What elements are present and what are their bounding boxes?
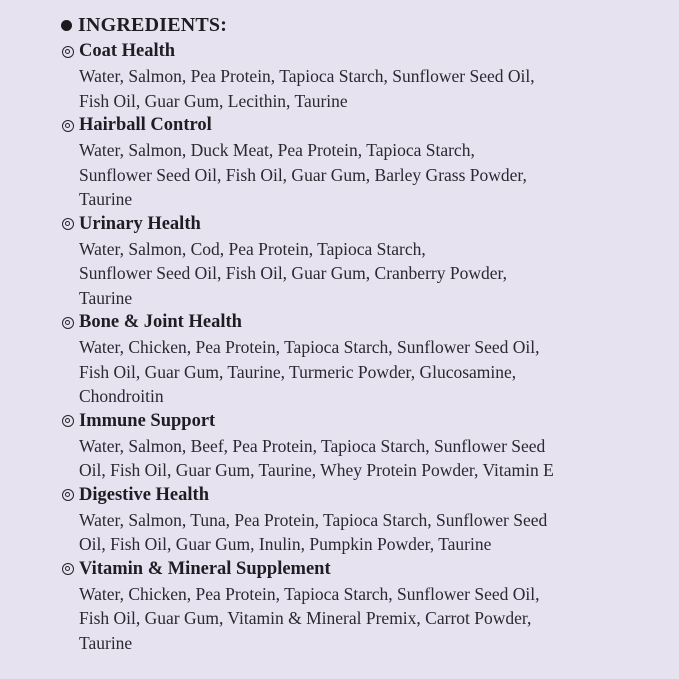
ingredient-list [79,237,639,311]
section-title [62,39,679,64]
section-title-text: Immune Support [79,410,216,431]
ingredient-list [79,138,639,212]
ingredients-heading [61,11,679,39]
section-coat-health [62,39,679,113]
ingredient-line: Water, Chicken, Pea Protein, Tapioca Starch, Sunflower Seed Oil, [79,583,540,604]
ingredient-line: Oil, Fish Oil, Guar Gum, Inulin, Pumpkin Powder, Taurine [79,534,492,554]
double-ring-icon [62,120,74,132]
section-immune-support [62,409,679,483]
double-ring-icon [62,317,74,329]
ingredient-line: Sunflower Seed Oil, Fish Oil, Guar Gum, Barley Grass Powder, [79,164,527,185]
section-title-text: Digestive Health [79,484,209,505]
section-title [62,483,679,508]
ingredient-line: Taurine [79,632,133,653]
ingredient-line: Taurine [79,189,133,209]
ingredient-line: Water, Salmon, Pea Protein, Tapioca Starch, Sunflower Seed Oil, [79,66,535,86]
ingredient-list [79,434,639,483]
double-ring-icon [62,489,74,501]
section-title-text: Bone & Joint Health [79,312,242,332]
ingredient-list [79,582,639,656]
ingredient-line: Water, Salmon, Duck Meat, Pea Protein, Tapioca Starch, [79,140,475,160]
double-ring-icon [62,218,74,230]
section-vitamin-mineral-supplement [62,557,679,656]
double-ring-icon [62,563,74,575]
ingredient-list [79,508,639,557]
ingredient-line: Water, Salmon, Tuna, Pea Protein, Tapioca Starch, Sunflower Seed [79,509,548,530]
ingredients-heading-text: INGREDIENTS: [78,13,228,36]
ingredient-line: Fish Oil, Guar Gum, Vitamin & Mineral Premix, Carrot Powder, [79,608,532,628]
double-ring-icon [62,415,74,427]
section-title-text: Coat Health [79,41,176,61]
ingredient-line: Oil, Fish Oil, Guar Gum, Taurine, Whey Protein Powder, Vitamin E [79,460,554,480]
ingredient-line: Water, Salmon, Beef, Pea Protein, Tapioca Starch, Sunflower Seed [79,435,546,456]
double-ring-icon [62,46,74,58]
section-title-text: Urinary Health [79,213,201,234]
section-title [62,113,679,138]
section-title [62,212,679,237]
section-title-text: Vitamin & Mineral Supplement [79,558,331,579]
section-urinary-health [62,212,679,311]
ingredient-line: Fish Oil, Guar Gum, Taurine, Turmeric Powder, Glucosamine, [79,361,517,382]
section-hairball-control [62,113,679,212]
section-title [62,409,679,434]
ingredient-line: Chondroitin [79,386,164,406]
ingredient-line: Water, Salmon, Cod, Pea Protein, Tapioca Starch, [79,238,426,259]
ingredient-line: Fish Oil, Guar Gum, Lecithin, Taurine [79,90,348,111]
section-title-text: Hairball Control [79,115,212,135]
filled-circle-icon [61,20,72,31]
section-title [62,310,679,335]
section-title [62,557,679,582]
section-digestive-health [62,483,679,557]
ingredient-list [79,64,639,113]
ingredient-line: Sunflower Seed Oil, Fish Oil, Guar Gum, Cranberry Powder, [79,263,507,283]
ingredient-line: Water, Chicken, Pea Protein, Tapioca Starch, Sunflower Seed Oil, [79,337,540,357]
ingredient-list [79,335,639,409]
section-bone-joint-health [62,310,679,409]
ingredient-line: Taurine [79,287,133,308]
